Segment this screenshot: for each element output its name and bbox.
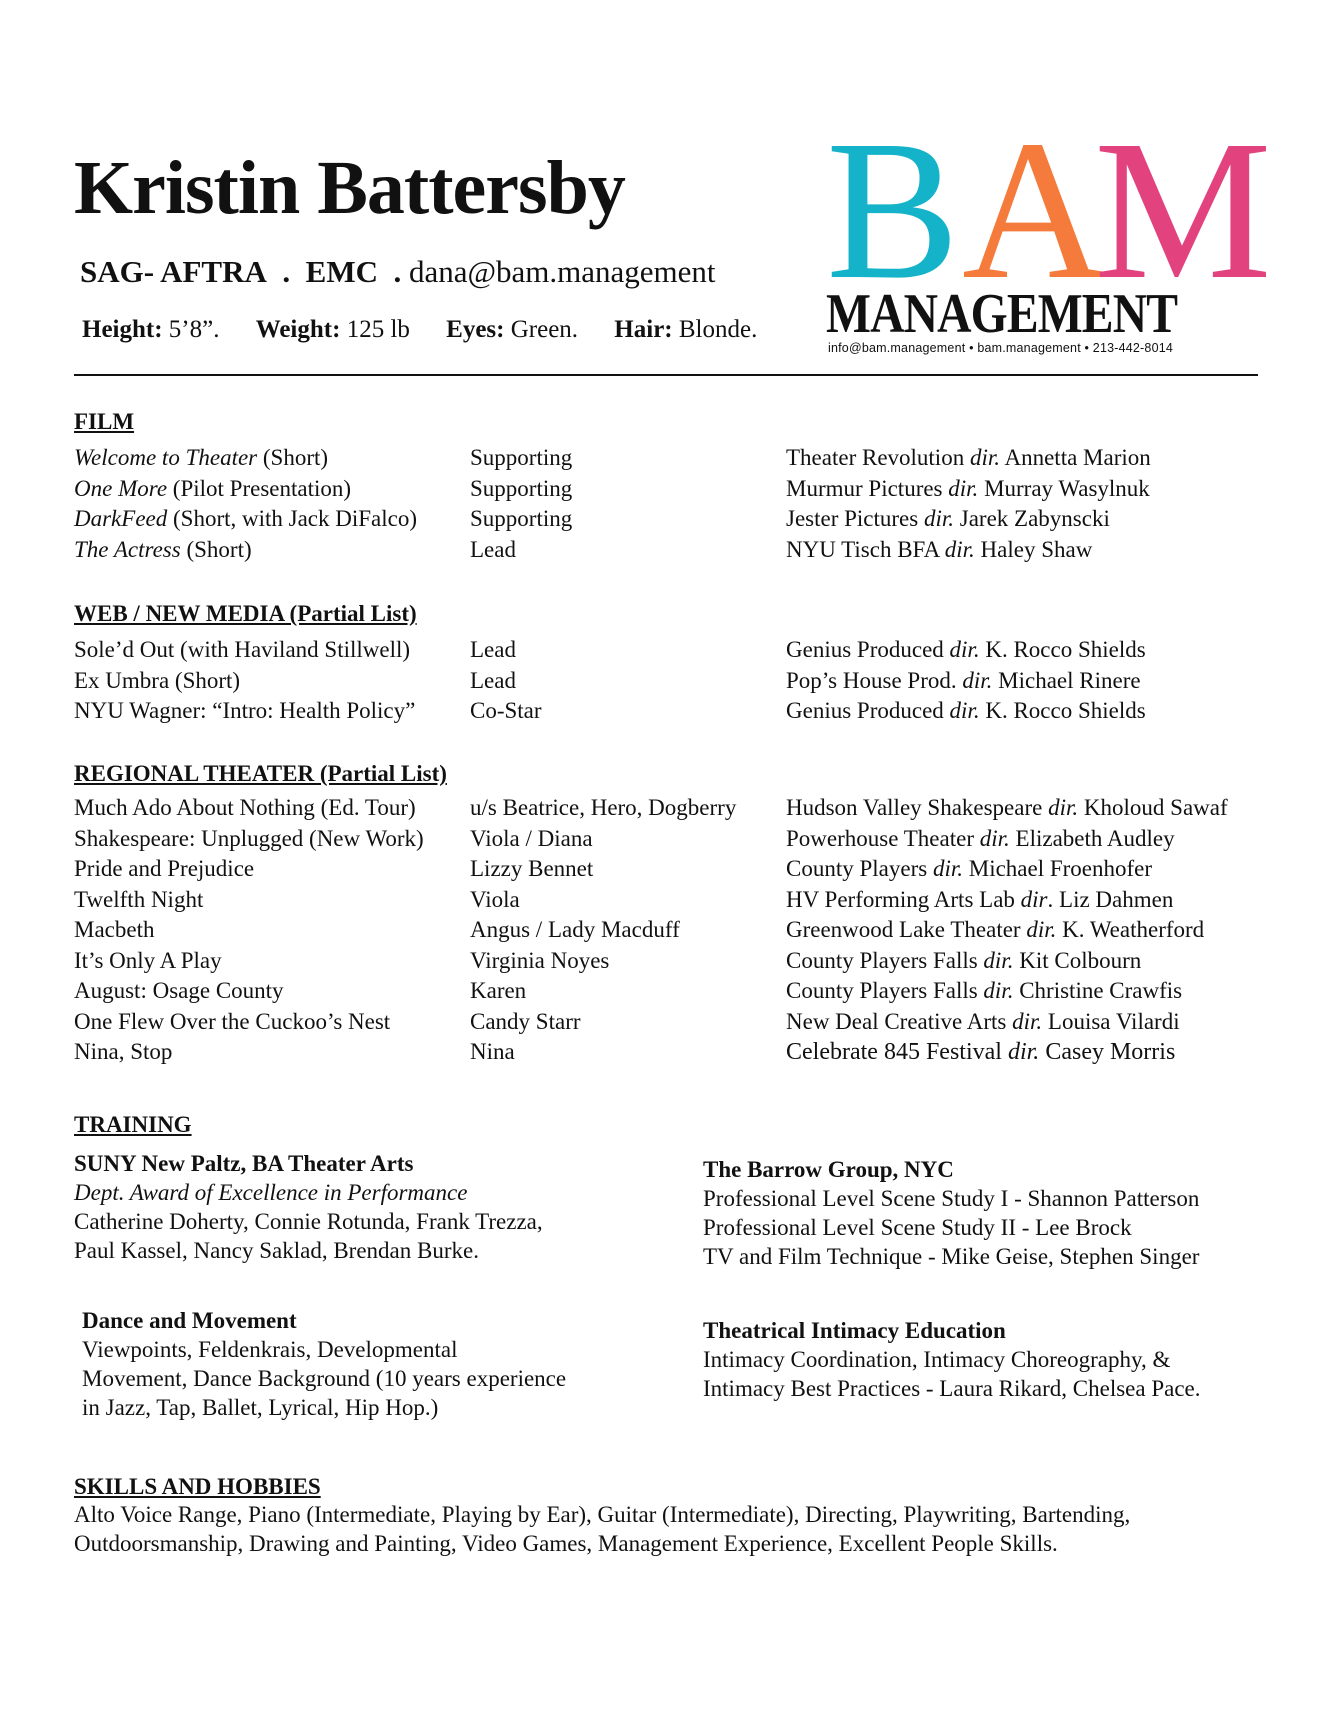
training-heading: The Barrow Group, NYC: [703, 1157, 954, 1182]
stat-eyes: Eyes: Green.: [446, 316, 579, 343]
training-heading: SUNY New Paltz, BA Theater Arts: [74, 1151, 414, 1176]
credit-row: Macbeth Angus / Lady Macduff Greenwood Lake Theater dir. K. Weatherford: [74, 917, 1205, 942]
logo-letter-m: M: [1094, 100, 1272, 321]
stat-weight: Weight: 125 lb: [255, 316, 410, 343]
skills-list: [74, 1500, 1274, 1558]
stat-height: Height: 5’8”.: [82, 316, 220, 343]
actor-name: Kristin Battersby: [74, 146, 625, 230]
credit-row: Much Ado About Nothing (Ed. Tour) u/s Beatrice, Hero, Dogberry Hudson Valley Shakespeare dir. Kholoud Sawaf: [74, 795, 1228, 820]
union-line: [80, 256, 716, 287]
section-title-regional: REGIONAL THEATER (Partial List): [74, 761, 447, 786]
training-line: in Jazz, Tap, Ballet, Lyrical, Hip Hop.): [82, 1395, 439, 1420]
training-heading: Theatrical Intimacy Education: [703, 1318, 1006, 1343]
training-line: Paul Kassel, Nancy Saklad, Brendan Burke.: [74, 1238, 479, 1263]
training-line: Intimacy Best Practices - Laura Rikard, Chelsea Pace.: [703, 1376, 1201, 1401]
section-title-web: WEB / NEW MEDIA (Partial List): [74, 601, 417, 626]
training-line: Movement, Dance Background (10 years experience: [82, 1366, 567, 1391]
training-line: Catherine Doherty, Connie Rotunda, Frank Trezza,: [74, 1209, 543, 1234]
credit-row: NYU Wagner: “Intro: Health Policy” Co-Star Genius Produced dir. K. Rocco Shields: [74, 698, 1146, 723]
credit-row: Ex Umbra (Short) Lead Pop’s House Prod. dir. Michael Rinere: [74, 667, 1141, 693]
training-heading: Dance and Movement: [82, 1308, 297, 1333]
training-barrow: [703, 1155, 1199, 1271]
credit-row: Nina, Stop Nina Celebrate 845 Festival dir. Casey Morris: [74, 1039, 1176, 1065]
logo-management-word: MANAGEMENT: [826, 283, 1178, 345]
training-intimacy: [703, 1316, 1201, 1403]
header-divider: [74, 374, 1258, 376]
training-line: Intimacy Coordination, Intimacy Choreography, &: [703, 1347, 1171, 1372]
training-line: Professional Level Scene Study II - Lee Brock: [703, 1215, 1132, 1240]
training-dance: [82, 1306, 566, 1422]
film-credits: [74, 443, 1274, 565]
union-emc: EMC: [305, 254, 378, 289]
section-title-skills: SKILLS AND HOBBIES: [74, 1474, 321, 1499]
training-suny: [74, 1149, 543, 1265]
union-separator: .: [282, 254, 291, 289]
web-credits: [74, 635, 1274, 727]
agent-email[interactable]: dana@bam.management: [408, 254, 716, 289]
logo-contact-line: info@bam.management • bam.management • 213-442-8014: [828, 341, 1174, 355]
credit-row: Pride and Prejudice Lizzy Bennet County Players dir. Michael Froenhofer: [74, 856, 1153, 881]
credit-row: One Flew Over the Cuckoo’s Nest Candy Starr New Deal Creative Arts dir. Louisa Vilardi: [74, 1008, 1180, 1034]
credit-row: Sole’d Out (with Haviland Stillwell) Lead Genius Produced dir. K. Rocco Shields: [74, 637, 1146, 662]
credit-row: Shakespeare: Unplugged (New Work) Viola / Diana Powerhouse Theater dir. Elizabeth Audley: [74, 825, 1175, 851]
logo-letter-a: A: [962, 100, 1107, 321]
credit-row: It’s Only A Play Virginia Noyes County Players Falls dir. Kit Colbourn: [74, 947, 1142, 973]
training-line: Viewpoints, Feldenkrais, Developmental: [82, 1337, 458, 1362]
union-sag: SAG- AFTRA: [80, 254, 267, 289]
stat-hair: Hair: Blonde.: [614, 316, 758, 343]
skills-line: Outdoorsmanship, Drawing and Painting, Video Games, Management Experience, Excellent People Skills.: [74, 1531, 1058, 1556]
skills-line: Alto Voice Range, Piano (Intermediate, Playing by Ear), Guitar (Intermediate), Directing, Playwriting, Bartending,: [74, 1502, 1131, 1527]
credit-row: Twelfth Night Viola HV Performing Arts Lab dir. Liz Dahmen: [74, 886, 1174, 912]
section-title-training: TRAINING: [74, 1112, 192, 1137]
credit-row: The Actress (Short) Lead NYU Tisch BFA dir. Haley Shaw: [74, 536, 1093, 562]
credit-row: DarkFeed (Short, with Jack DiFalco) Supporting Jester Pictures dir. Jarek Zabynscki: [74, 506, 1110, 531]
union-separator: .: [393, 254, 402, 289]
training-line: TV and Film Technique - Mike Geise, Stephen Singer: [703, 1244, 1200, 1269]
credit-row: One More (Pilot Presentation) Supporting Murmur Pictures dir. Murray Wasylnuk: [74, 475, 1150, 501]
credit-row: August: Osage County Karen County Players Falls dir. Christine Crawfis: [74, 978, 1183, 1003]
training-line: Professional Level Scene Study I - Shannon Patterson: [703, 1186, 1200, 1211]
physical-stats: [82, 317, 787, 342]
logo-letter-b: B: [826, 100, 960, 321]
bam-management-logo: [826, 100, 1272, 358]
training-award: Dept. Award of Excellence in Performance: [74, 1180, 468, 1205]
section-title-film: FILM: [74, 409, 135, 434]
regional-credits: [74, 793, 1274, 1068]
credit-row: Welcome to Theater (Short) Supporting Theater Revolution dir. Annetta Marion: [74, 445, 1151, 470]
